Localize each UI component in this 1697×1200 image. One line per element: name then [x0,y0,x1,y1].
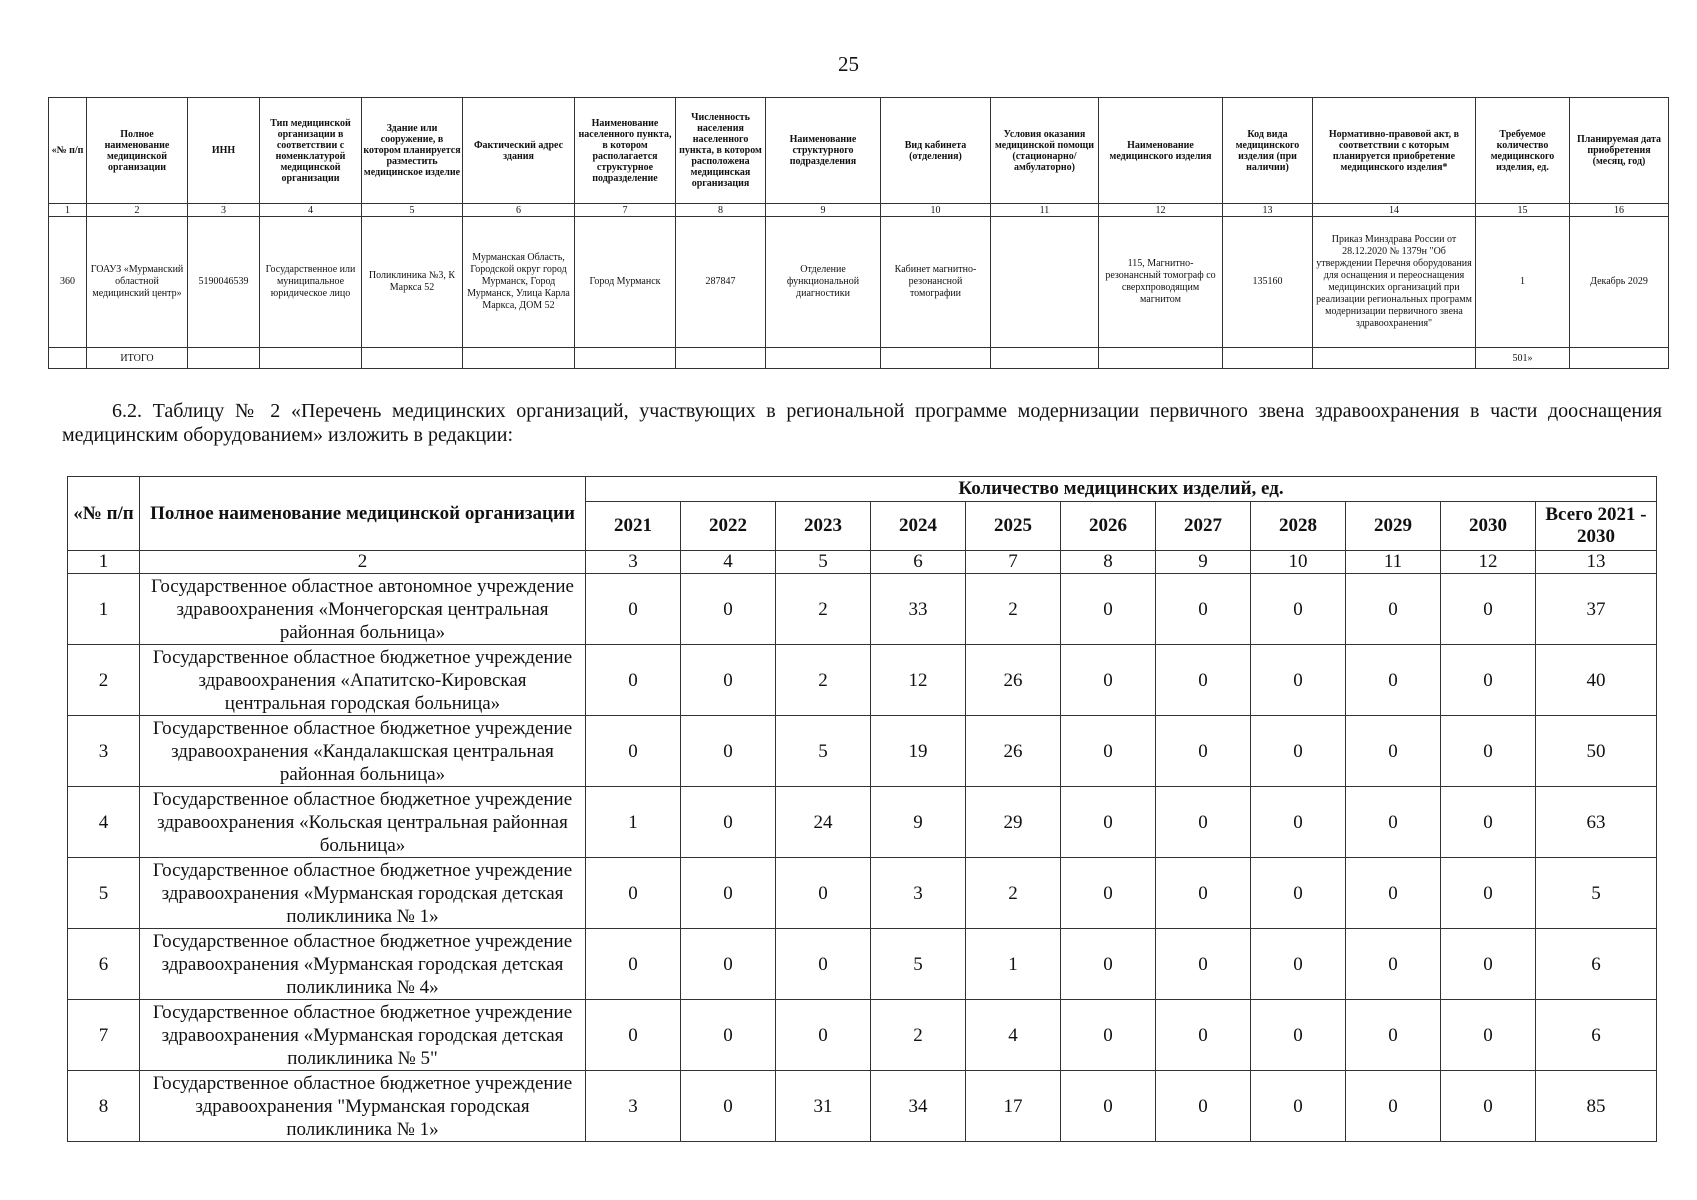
row-number: 1 [68,574,140,645]
table1-header-cell: Планируемая дата приобретения (месяц, год) [1570,98,1669,204]
quantity-cell: 0 [1156,716,1251,787]
quantity-cell: 0 [1441,1000,1536,1071]
table1-cell: Мурманская Область, Городской округ город Мурманск, Город Мурманск, Улица Карла Маркса, ДОМ 52 [463,217,575,348]
table1-cell: 1 [1476,217,1570,348]
column-number: 4 [681,551,776,574]
quantity-cell: 26 [966,645,1061,716]
quantity-cell: 0 [1156,645,1251,716]
quantity-cell: 0 [681,1000,776,1071]
table-row [68,716,1657,787]
quantity-cell: 0 [681,787,776,858]
year-header: 2025 [966,502,1061,551]
quantity-cell: 12 [871,645,966,716]
column-number: 1 [49,204,87,217]
table1-cell: 360 [49,217,87,348]
column-number: 5 [362,204,463,217]
quantity-cell: 0 [1346,574,1441,645]
total-cell: 50 [1536,716,1657,787]
column-number: 13 [1536,551,1657,574]
column-number: 5 [776,551,871,574]
table1-cell [1313,348,1476,369]
quantity-cell: 0 [776,929,871,1000]
table1-cell [766,348,881,369]
quantity-cell: 0 [681,929,776,1000]
table1-cell: 135160 [1223,217,1313,348]
organizations-table [67,476,1657,1142]
table1-cell [575,348,676,369]
year-header: 2023 [776,502,871,551]
organization-name: Государственное областное бюджетное учреждение здравоохранения «Апатитско-Кировская центральная городская больница» [140,645,586,716]
quantity-cell: 5 [776,716,871,787]
row-number: 8 [68,1071,140,1142]
quantity-cell: 9 [871,787,966,858]
table1-total-row [49,348,1669,369]
column-number: 4 [260,204,362,217]
quantity-cell: 0 [1251,787,1346,858]
total-cell: 6 [1536,1000,1657,1071]
column-number: 3 [586,551,681,574]
quantity-cell: 0 [586,574,681,645]
table1-cell: Отделение функциональной диагностики [766,217,881,348]
quantity-cell: 31 [776,1071,871,1142]
column-number: 12 [1441,551,1536,574]
table1-header-cell: Нормативно-правовой акт, в соответствии с которым планируется приобретение медицинского изделия* [1313,98,1476,204]
table2-header-group: Количество медицинских изделий, ед. [586,477,1657,502]
quantity-cell: 0 [1061,645,1156,716]
table2-header-org: Полное наименование медицинской организации [140,477,586,551]
quantity-cell: 0 [681,1071,776,1142]
column-number: 6 [871,551,966,574]
table1-cell: 5190046539 [188,217,260,348]
quantity-cell: 5 [871,929,966,1000]
table2-header-num: «№ п/п [68,477,140,551]
equipment-table [48,97,1669,369]
organization-name: Государственное областное автономное учреждение здравоохранения «Мончегорская центральная районная больница» [140,574,586,645]
total-header: Всего 2021 - 2030 [1536,502,1657,551]
quantity-cell: 0 [1251,645,1346,716]
table1-header-cell: Тип медицинской организации в соответствии с номенклатурой медицинской организации [260,98,362,204]
amendment-text: 6.2. Таблицу № 2 «Перечень медицинских организаций, участвующих в региональной программе модернизации первичного звена здравоохранения в части дооснащения медицинским оборудованием» изложить в редакции: [62,400,1662,446]
table1-header-cell: Наименование медицинского изделия [1099,98,1223,204]
quantity-cell: 0 [1156,1000,1251,1071]
table1-cell [260,348,362,369]
quantity-cell: 1 [966,929,1061,1000]
table1-cell [1570,348,1669,369]
amendment-paragraph [62,399,1662,447]
quantity-cell: 0 [1251,1000,1346,1071]
quantity-cell: 0 [1441,574,1536,645]
column-number: 9 [766,204,881,217]
table1-cell [463,348,575,369]
quantity-cell: 0 [681,574,776,645]
table1-header-cell: «№ п/п [49,98,87,204]
organization-name: Государственное областное бюджетное учреждение здравоохранения "Мурманская городская поликлиника № 1» [140,1071,586,1142]
column-number: 15 [1476,204,1570,217]
table1-cell [991,348,1099,369]
table-row [68,858,1657,929]
quantity-cell: 0 [1061,1071,1156,1142]
quantity-cell: 0 [586,929,681,1000]
table-row [68,574,1657,645]
total-cell: 6 [1536,929,1657,1000]
table1-cell [362,348,463,369]
quantity-cell: 0 [776,858,871,929]
table1-header-cell: Численность населения населенного пункта, в котором расположена медицинская организация [676,98,766,204]
quantity-cell: 0 [1156,929,1251,1000]
column-number: 7 [575,204,676,217]
table1-header-cell: Наименование населенного пункта, в котором располагается структурное подразделение [575,98,676,204]
quantity-cell: 0 [1346,645,1441,716]
table1-header-cell: Фактический адрес здания [463,98,575,204]
quantity-cell: 0 [1346,716,1441,787]
quantity-cell: 2 [776,645,871,716]
year-header: 2028 [1251,502,1346,551]
row-number: 6 [68,929,140,1000]
table1-header-cell: Наименование структурного подразделения [766,98,881,204]
quantity-cell: 0 [1346,929,1441,1000]
quantity-cell: 4 [966,1000,1061,1071]
total-cell: 85 [1536,1071,1657,1142]
year-header: 2024 [871,502,966,551]
quantity-cell: 0 [1156,858,1251,929]
page-number: 25 [838,52,859,76]
quantity-cell: 34 [871,1071,966,1142]
quantity-cell: 2 [871,1000,966,1071]
organization-name: Государственное областное бюджетное учреждение здравоохранения «Мурманская городская детская поликлиника № 5" [140,1000,586,1071]
organization-name: Государственное областное бюджетное учреждение здравоохранения «Кандалакшская центральная районная больница» [140,716,586,787]
total-cell: 63 [1536,787,1657,858]
table1-header-cell: Код вида медицинского изделия (при наличии) [1223,98,1313,204]
table1-header-cell: Вид кабинета (отделения) [881,98,991,204]
quantity-cell: 17 [966,1071,1061,1142]
quantity-cell: 0 [1061,716,1156,787]
year-header: 2021 [586,502,681,551]
quantity-cell: 0 [1061,1000,1156,1071]
quantity-cell: 0 [586,645,681,716]
quantity-cell: 0 [1441,787,1536,858]
year-header: 2026 [1061,502,1156,551]
quantity-cell: 0 [1061,929,1156,1000]
table1-header-cell: Требуемое количество медицинского изделия, ед. [1476,98,1570,204]
quantity-cell: 0 [1346,1071,1441,1142]
table1-cell [1223,348,1313,369]
year-header: 2030 [1441,502,1536,551]
table1-cell: ГОАУЗ «Мурманский областной медицинский центр» [87,217,188,348]
quantity-cell: 1 [586,787,681,858]
table1-cell: Кабинет магнитно-резонансной томографии [881,217,991,348]
quantity-cell: 0 [1156,787,1251,858]
quantity-cell: 0 [1441,858,1536,929]
table2-body [68,574,1657,1142]
table1-cell: Государственное или муниципальное юридическое лицо [260,217,362,348]
quantity-cell: 0 [681,716,776,787]
table-row [68,645,1657,716]
table1-cell [49,348,87,369]
column-number: 10 [881,204,991,217]
year-header: 2029 [1346,502,1441,551]
table1-header-cell: Полное наименование медицинской организации [87,98,188,204]
table1-cell: 287847 [676,217,766,348]
quantity-cell: 0 [1251,929,1346,1000]
quantity-cell: 24 [776,787,871,858]
table1-cell: 115, Магнитно-резонансный томограф со сверхпроводящим магнитом [1099,217,1223,348]
quantity-cell: 0 [586,858,681,929]
column-number: 11 [1346,551,1441,574]
table1-cell: Декабрь 2029 [1570,217,1669,348]
table-row [68,1071,1657,1142]
table1-cell: Город Мурманск [575,217,676,348]
quantity-cell: 0 [1156,574,1251,645]
row-number: 4 [68,787,140,858]
column-number: 16 [1570,204,1669,217]
row-number: 7 [68,1000,140,1071]
year-header: 2027 [1156,502,1251,551]
year-header: 2022 [681,502,776,551]
quantity-cell: 2 [776,574,871,645]
quantity-cell: 29 [966,787,1061,858]
column-number: 13 [1223,204,1313,217]
column-number: 3 [188,204,260,217]
table2-column-numbers-row [68,551,1657,574]
quantity-cell: 0 [776,1000,871,1071]
column-number: 14 [1313,204,1476,217]
table1-header-cell: Здание или сооружение, в котором планируется разместить медицинское изделие [362,98,463,204]
column-number: 10 [1251,551,1346,574]
table-row [68,787,1657,858]
column-number: 7 [966,551,1061,574]
quantity-cell: 0 [1251,574,1346,645]
table1-cell: Поликлиника №3, К Маркса 52 [362,217,463,348]
quantity-cell: 0 [1441,929,1536,1000]
table1-header-cell: Условия оказания медицинской помощи (стационарно/ амбулаторно) [991,98,1099,204]
column-number: 11 [991,204,1099,217]
quantity-cell: 0 [586,716,681,787]
column-number: 6 [463,204,575,217]
table1-cell [991,217,1099,348]
quantity-cell: 33 [871,574,966,645]
quantity-cell: 0 [1346,858,1441,929]
column-number: 8 [1061,551,1156,574]
column-number: 2 [87,204,188,217]
quantity-cell: 3 [871,858,966,929]
row-number: 3 [68,716,140,787]
column-number: 8 [676,204,766,217]
quantity-cell: 0 [1251,1071,1346,1142]
table-row [49,217,1669,348]
table1-header-cell: ИНН [188,98,260,204]
quantity-cell: 0 [1061,787,1156,858]
row-number: 2 [68,645,140,716]
column-number: 2 [140,551,586,574]
table-row [68,1000,1657,1071]
column-number: 9 [1156,551,1251,574]
quantity-cell: 0 [1156,1071,1251,1142]
column-number: 1 [68,551,140,574]
total-value: 501» [1476,348,1570,369]
table1-cell [676,348,766,369]
quantity-cell: 0 [1251,858,1346,929]
quantity-cell: 0 [1441,645,1536,716]
total-cell: 37 [1536,574,1657,645]
table-row [68,929,1657,1000]
organization-name: Государственное областное бюджетное учреждение здравоохранения «Мурманская городская детская поликлиника № 1» [140,858,586,929]
table1-cell [188,348,260,369]
table1-header-row [49,98,1669,204]
table1-cell [881,348,991,369]
total-cell: 5 [1536,858,1657,929]
quantity-cell: 0 [1061,574,1156,645]
table2-header-row [68,477,1657,502]
quantity-cell: 0 [1346,1000,1441,1071]
quantity-cell: 0 [1441,1071,1536,1142]
row-number: 5 [68,858,140,929]
quantity-cell: 0 [586,1000,681,1071]
quantity-cell: 3 [586,1071,681,1142]
quantity-cell: 0 [681,858,776,929]
quantity-cell: 26 [966,716,1061,787]
total-cell: 40 [1536,645,1657,716]
table1-cell [1099,348,1223,369]
total-label: ИТОГО [87,348,188,369]
organization-name: Государственное областное бюджетное учреждение здравоохранения «Мурманская городская детская поликлиника № 4» [140,929,586,1000]
quantity-cell: 0 [1346,787,1441,858]
table1-cell: Приказ Минздрава России от 28.12.2020 № 1379н "Об утверждении Перечня оборудования для оснащения и переоснащения медицинских организаций при реализации региональных программ модернизации первичного звена здравоохранения" [1313,217,1476,348]
organization-name: Государственное областное бюджетное учреждение здравоохранения «Кольская центральная районная больница» [140,787,586,858]
quantity-cell: 0 [1441,716,1536,787]
quantity-cell: 0 [1061,858,1156,929]
quantity-cell: 19 [871,716,966,787]
table1-column-numbers-row [49,204,1669,217]
quantity-cell: 2 [966,574,1061,645]
quantity-cell: 2 [966,858,1061,929]
quantity-cell: 0 [681,645,776,716]
column-number: 12 [1099,204,1223,217]
quantity-cell: 0 [1251,716,1346,787]
